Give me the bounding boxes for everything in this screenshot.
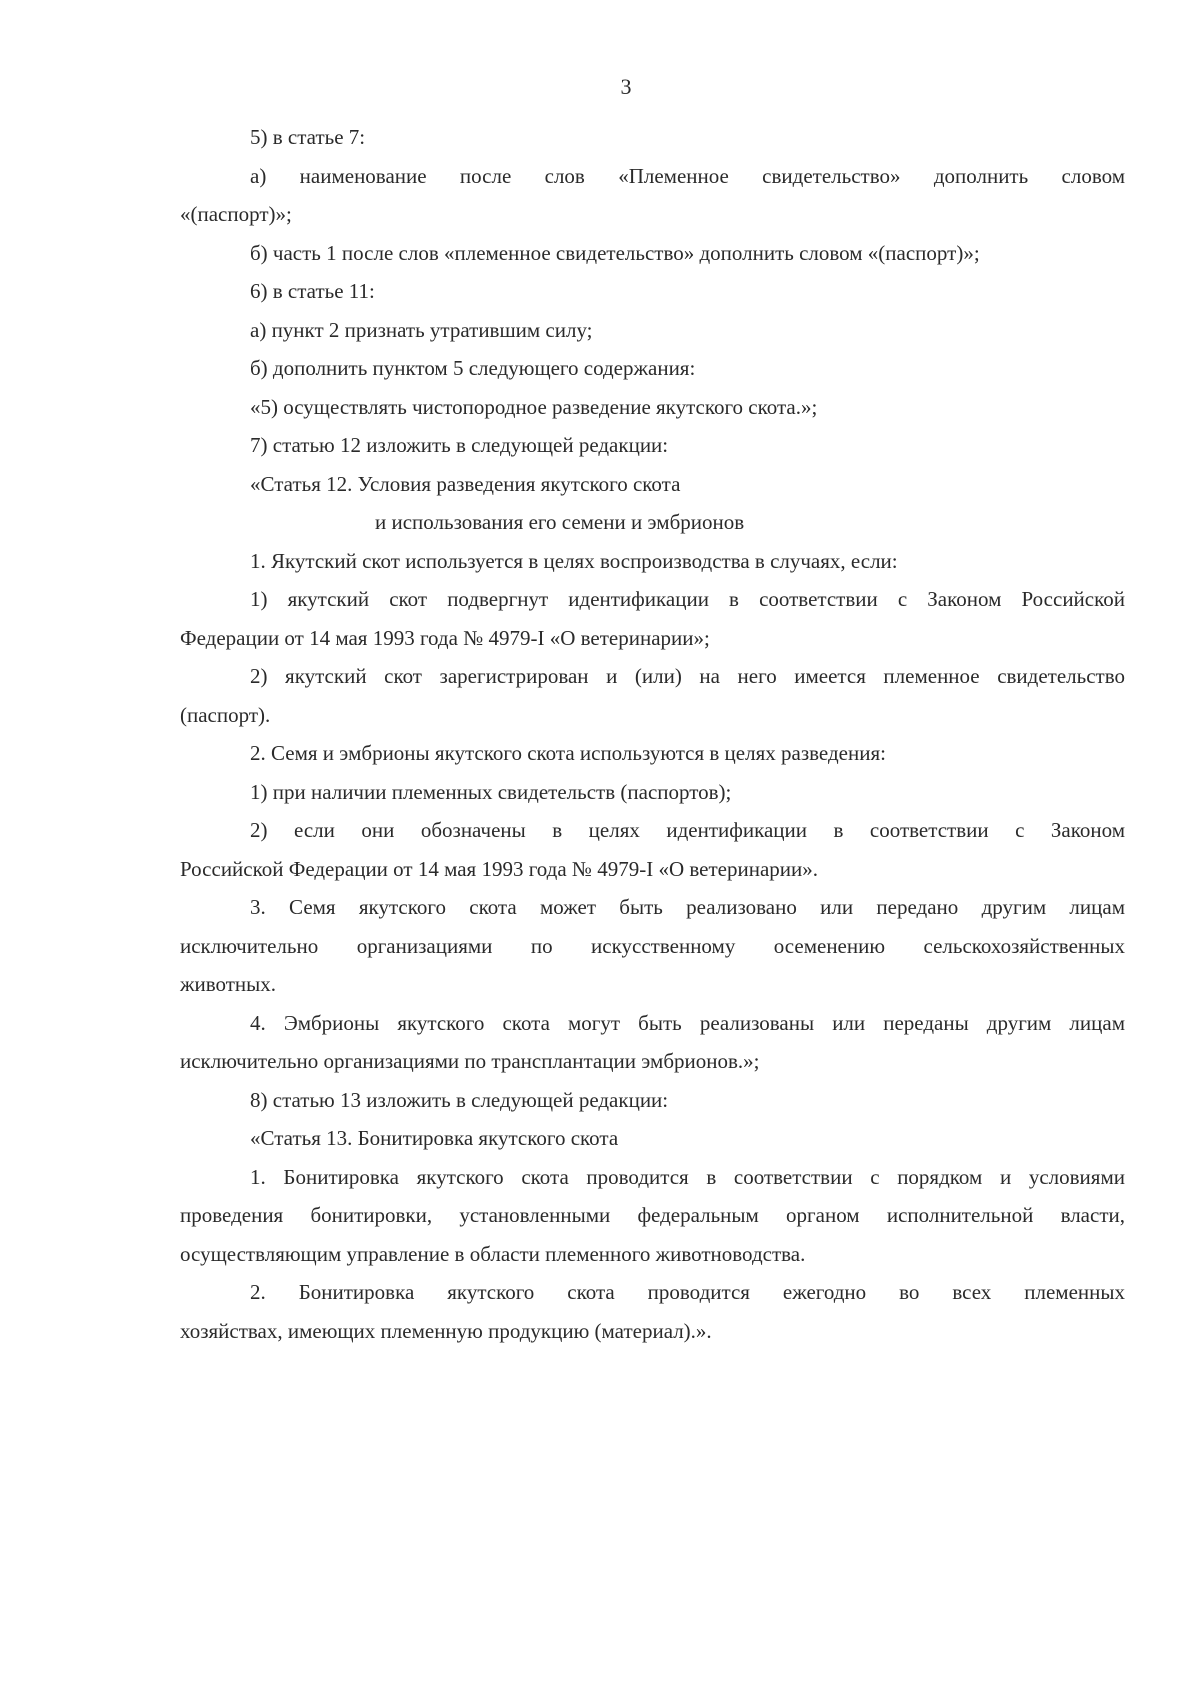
article-12-part-1-item-2-line-2: (паспорт). [180, 703, 271, 727]
paragraph-7a-line-2: «(паспорт)»; [180, 202, 292, 226]
article-12-part-2-item-2-line-2: Российской Федерации от 14 мая 1993 года № 4979-I «О ветеринарии». [180, 857, 819, 881]
article-13-part-1-line-3: осуществляющим управление в области племенного животноводства. [180, 1242, 806, 1266]
article-13-part-2-line-2: хозяйствах, имеющих племенную продукцию (материал).». [180, 1319, 712, 1343]
article-12-part-4-line-2: исключительно организациями по трансплантации эмбрионов.»; [180, 1049, 760, 1073]
article-12-heading-line-2: и использования его семени и эмбрионов [375, 510, 745, 534]
article-12-part-1-item-1-line-1: 1) якутский скот подвергнут идентификации в соответствии с Законом Российской [250, 587, 1125, 611]
article-12-part-4-line-1: 4. Эмбрионы якутского скота могут быть реализованы или переданы другим лицам [250, 1011, 1125, 1035]
article-12-part-3-line-3: животных. [180, 972, 277, 996]
paragraph-11b: б) дополнить пунктом 5 следующего содержания: [250, 356, 696, 380]
page-number: 3 [620, 74, 632, 99]
paragraph-item-8: 8) статью 13 изложить в следующей редакции: [250, 1088, 669, 1112]
article-12-part-1-item-2-line-1: 2) якутский скот зарегистрирован и (или) на него имеется племенное свидетельство [250, 664, 1125, 688]
article-12-part-3-line-1: 3. Семя якутского скота может быть реализовано или передано другим лицам [250, 895, 1125, 919]
paragraph-7a-line-1: а) наименование после слов «Племенное свидетельство» дополнить словом [250, 164, 1125, 188]
article-13-heading: «Статья 13. Бонитировка якутского скота [250, 1126, 619, 1150]
paragraph-7b: б) часть 1 после слов «племенное свидетельство» дополнить словом «(паспорт)»; [250, 241, 980, 265]
article-13-part-1-line-1: 1. Бонитировка якутского скота проводится в соответствии с порядком и условиями [250, 1165, 1125, 1189]
paragraph-11b-quote: «5) осуществлять чистопородное разведение якутского скота.»; [250, 395, 818, 419]
paragraph-item-5: 5) в статье 7: [250, 125, 366, 149]
article-13-part-1-line-2: проведения бонитировки, установленными федеральным органом исполнительной власти, [180, 1203, 1125, 1227]
article-13-part-2-line-1: 2. Бонитировка якутского скота проводится ежегодно во всех племенных [250, 1280, 1125, 1304]
paragraph-11a: а) пункт 2 признать утратившим силу; [250, 318, 593, 342]
article-12-part-1-item-1-line-2: Федерации от 14 мая 1993 года № 4979-I «О ветеринарии»; [180, 626, 710, 650]
paragraph-item-6: 6) в статье 11: [250, 279, 375, 303]
article-12-part-2-item-1: 1) при наличии племенных свидетельств (паспортов); [250, 780, 732, 804]
article-12-part-1: 1. Якутский скот используется в целях воспроизводства в случаях, если: [250, 549, 898, 573]
article-12-part-2-item-2-line-1: 2) если они обозначены в целях идентификации в соответствии с Законом [250, 818, 1125, 842]
article-12-heading-line-1: «Статья 12. Условия разведения якутского скота [250, 472, 681, 496]
article-12-part-3-line-2: исключительно организациями по искусственному осеменению сельскохозяйственных [180, 934, 1125, 958]
article-12-part-2: 2. Семя и эмбрионы якутского скота используются в целях разведения: [250, 741, 886, 765]
paragraph-item-7: 7) статью 12 изложить в следующей редакции: [250, 433, 669, 457]
